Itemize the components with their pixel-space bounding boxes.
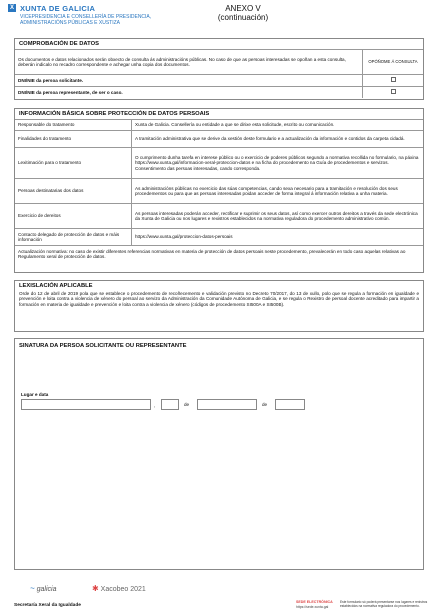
sede-url[interactable]: https://sede.xunta.gal bbox=[296, 605, 329, 609]
signature-section bbox=[14, 338, 424, 570]
data-protection-section bbox=[14, 108, 424, 273]
separator-comma: , bbox=[154, 403, 156, 408]
dp-key: Contacto delegado de protección de datos e máis información bbox=[15, 229, 132, 246]
footer-org: Secretaría Xeral da Igualdade bbox=[14, 603, 81, 608]
check-row-representative: DNI/NIE da persoa representante, de ser o caso. bbox=[15, 87, 363, 99]
legislation-text: Orde do 12 de abril de 2019 pola que se establece o procedemento de recoñecemento e validación previsto no Decreto 70/2017, do 13 de xullo, polo que se regula a formación en igualdade e prevención e loita contra a violencia de xénero do persoal ao servizo da Administración da Comunidade Autónoma de Galicia, e se regula o Rexistro de persoal docente acreditado para impartir a formación en materia de igualdade e prevención e loita contra a violencia de xénero (códigos de procedemento SI500A e SI500B). bbox=[19, 291, 419, 307]
dp-key: Responsable do tratamento bbox=[15, 120, 132, 131]
dp-key: Persoas destinatarias dos datos bbox=[15, 179, 132, 204]
legislation-section bbox=[14, 280, 424, 332]
separator-de-2: de bbox=[262, 402, 268, 407]
data-protection-title: INFORMACIÓN BÁSICA SOBRE PROTECCIÓN DE DATOS PERSOAIS bbox=[19, 111, 210, 117]
oppose-applicant-checkbox[interactable] bbox=[391, 77, 396, 82]
dp-value: O cumprimento dunha tarefa en interese público ou o exercicio de poderes públicos segundo a normativa recollida no formulario, na páxina https://www.xunta.gal/informacion-xeral-proteccion-datos e na ficha do procedemento na Guía de procedementos e servizos. Consentimento das persoas interesadas, cando corresponda. bbox=[132, 148, 424, 179]
signature-title: SINATURA DA PERSOA SOLICITANTE OU REPRESENTANTE bbox=[19, 343, 187, 349]
sede-label: SEDE ELECTRÓNICA bbox=[296, 600, 333, 604]
place-date-label: Lugar e data bbox=[21, 392, 49, 397]
dp-footnote: Actualización normativa: no caso de existir diferentes referencias normativas en materia de protección de datos persoais neste procedemento, prevalecerán en todo caso aquelas relativas ao Regulamento xeral de protección de datos. bbox=[15, 246, 423, 263]
data-check-section bbox=[14, 38, 424, 100]
dp-key: Finalidades do tratamento bbox=[15, 131, 132, 148]
data-protection-table bbox=[15, 119, 423, 262]
oppose-column-header: OPÓÑOME Á CONSULTA bbox=[363, 50, 424, 75]
annex-subtitle: (continuación) bbox=[217, 13, 269, 22]
data-check-table bbox=[15, 49, 423, 98]
dp-value: As administracións públicas no exercicio das súas competencias, cando sexa necesario para a tramitación e resolución dos seus procedementos ou para que as persoas interesadas poidan acceder de forma integral á información relativa a unha materia. bbox=[132, 179, 424, 204]
annex-title bbox=[198, 4, 288, 22]
xacobeo-icon: ✱ bbox=[92, 584, 99, 593]
data-check-title: COMPROBACIÓN DE DATOS bbox=[19, 41, 99, 47]
annex-label: ANEXO V bbox=[225, 4, 261, 13]
page-header bbox=[8, 4, 432, 32]
galicia-swirl-icon: ~ bbox=[30, 584, 35, 593]
separator-de-1: de bbox=[184, 402, 190, 407]
data-check-intro: Os documentos e datos relacionados serán obxecto de consulta ás administracións públicas. No caso de que as persoas interesadas se opoñan a esta consulta, deberán indicalo no recadro correspondente e achegar unha copia dos documentos. bbox=[15, 50, 363, 75]
place-input[interactable] bbox=[21, 399, 151, 410]
day-input[interactable] bbox=[161, 399, 179, 410]
footer-note: Este formulario só poderá presentarse nos lugares e rexistros establecidos na normativa reguladora do procedemento. bbox=[340, 600, 428, 608]
dp-value: Xunta de Galicia. Consellería ou entidade a que se dirixe esta solicitude, escrito ou comunicación. bbox=[132, 120, 424, 131]
oppose-representative-checkbox[interactable] bbox=[391, 89, 396, 94]
legislation-title: LEXISLACIÓN APLICABLE bbox=[19, 283, 93, 289]
galicia-logo: ~ galicia bbox=[30, 584, 57, 593]
month-input[interactable] bbox=[197, 399, 257, 410]
dp-key: Exercicio de dereitos bbox=[15, 204, 132, 229]
dp-value: A tramitación administrativa que se derive da xestión deste formulario e a actualización da información e contidos da carpeta cidadá. bbox=[132, 131, 424, 148]
org-name: XUNTA DE GALICIA bbox=[20, 4, 96, 13]
check-row-applicant: DNI/NIE da persoa solicitante. bbox=[15, 75, 363, 87]
xunta-logo-icon: X bbox=[9, 5, 14, 11]
year-input[interactable] bbox=[275, 399, 305, 410]
dp-key: Lexitimación para o tratamento bbox=[15, 148, 132, 179]
dp-value: https://www.xunta.gal/proteccion-datos-persoais bbox=[132, 229, 424, 246]
department-name: VICEPRESIDENCIA E CONSELLERÍA DE PRESIDENCIA, ADMINISTRACIÓNS PÚBLICAS E XUSTIZA bbox=[20, 14, 152, 26]
dp-value: As persoas interesadas poderán acceder, rectificar e suprimir os seus datos, así como exercer outros dereitos a través da sede electrónica da Xunta de Galicia ou nos lugares e rexistros establecidos na normativa reguladora do procedemento administrativo común. bbox=[132, 204, 424, 229]
xacobeo-logo: ✱ Xacobeo 2021 bbox=[92, 584, 146, 593]
